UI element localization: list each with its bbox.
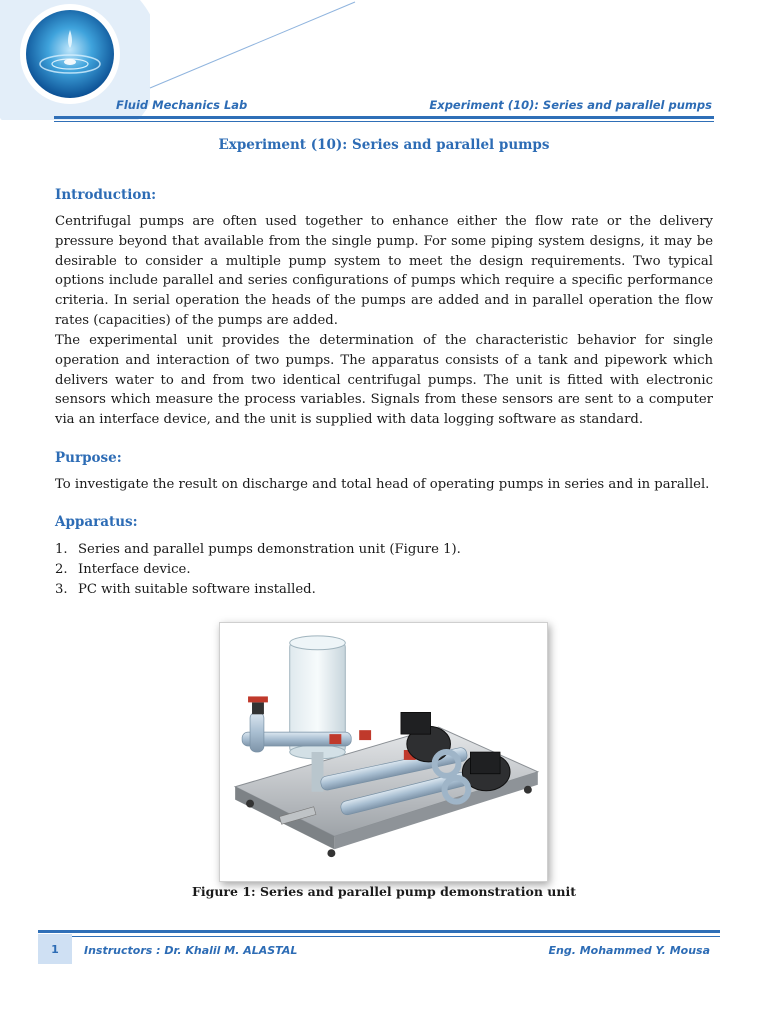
header-lab-name: Fluid Mechanics Lab xyxy=(116,98,248,112)
footer-engineer: Eng. Mohammed Y. Mousa xyxy=(548,944,710,957)
header-experiment-title: Experiment (10): Series and parallel pumps xyxy=(429,98,712,112)
footer-rule-thin xyxy=(38,936,720,937)
apparatus-list xyxy=(55,540,675,599)
footer-instructor: Instructors : Dr. Khalil M. ALASTAL xyxy=(84,944,298,957)
page-number: 1 xyxy=(38,934,72,964)
introduction-heading: Introduction: xyxy=(55,187,157,203)
introduction-paragraph-2: The experimental unit provides the determination of the characteristic behavior for single operation and interaction of two pumps. The apparatus consists of a tank and pipework which delivers water to and from two identical centrifugal pumps. The unit is fitted with electronic sensors which measure the process variables. Signals from these sensors are sent to a computer via an interface device, and the unit is supplied with data logging software as standard. xyxy=(55,333,713,428)
introduction-paragraph-1: Centrifugal pumps are often used together to enhance either the flow rate or the delivery pressure beyond that available from the single pump. For some piping system designs, it may be desirable to consider a multiple pump system to meet the design requirements. Two typical options include parallel and series configurations of pumps which require a specific performance criteria. In serial operation the heads of the pumps are added and in parallel operation the flow rates (capacities) of the pumps are added. xyxy=(55,214,713,328)
purpose-text: To investigate the result on discharge and total head of operating pumps in series and in parallel. xyxy=(55,477,710,492)
figure-pump-unit-image xyxy=(219,622,548,882)
list-item: 2. Interface device. xyxy=(55,561,191,577)
header-rule-thin xyxy=(54,121,714,122)
header-diagonal-line xyxy=(0,0,360,100)
list-item: 3. PC with suitable software installed. xyxy=(55,581,316,597)
purpose-heading: Purpose: xyxy=(55,450,122,466)
list-item: 1. Series and parallel pumps demonstration unit (Figure 1). xyxy=(55,542,461,557)
figure-caption: Figure 1: Series and parallel pump demonstration unit xyxy=(191,884,576,899)
pump-unit-illustration xyxy=(220,623,547,881)
header-rule xyxy=(54,116,714,119)
document-title: Experiment (10): Series and parallel pumps xyxy=(218,137,550,153)
apparatus-heading: Apparatus: xyxy=(55,514,138,530)
footer-rule xyxy=(38,930,720,933)
